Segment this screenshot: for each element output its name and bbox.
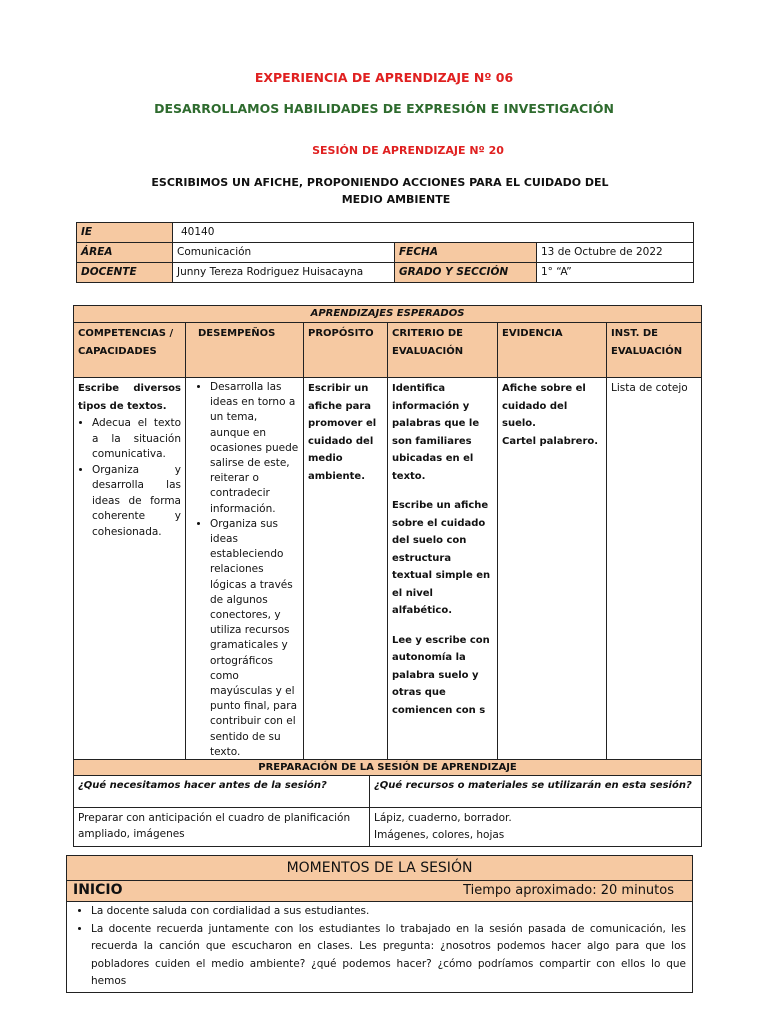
inicio-content <box>67 902 693 993</box>
recurso-item: Imágenes, colores, hojas <box>374 829 505 841</box>
area-label: ÁREA <box>77 243 173 263</box>
header-criterio: CRITERIO DE EVALUACIÓN <box>388 323 498 378</box>
ie-value: 40140 <box>173 223 694 243</box>
recurso-item: Lápiz, cuaderno, borrador. <box>374 812 512 824</box>
sesion-number: SESIÓN DE APRENDIZAJE Nº 20 <box>312 144 504 157</box>
momentos-title: MOMENTOS DE LA SESIÓN <box>67 856 693 881</box>
inicio-item: • La docente recuerda juntamente con los estudiantes lo trabajado en la sesión pasada de comunicación, les recuerda la canción que escucharon en clases. Les pregunta: ¿nosotros podemos hacer algo para que los pobladores cuiden el medio ambiente? ¿qué podemos hacer? ¿cómo podríamos compartir con ellos lo que hemos <box>91 921 686 991</box>
aprendizajes-title: APRENDIZAJES ESPERADOS <box>74 306 702 323</box>
preparacion-question-1: ¿Qué necesitamos hacer antes de la sesión? <box>74 776 370 808</box>
docente-value: Junny Tereza Rodriguez Huisacayna <box>173 263 395 283</box>
inicio-label: INICIO <box>73 882 123 898</box>
proposito-cell: Escribir un afiche para promover el cuidado del medio ambiente. <box>304 378 388 763</box>
desempenos-cell <box>186 378 304 763</box>
capacidad-item: • Organiza y desarrolla las ideas de forma coherente y cohesionada. <box>92 463 181 541</box>
desempeno-item: • Organiza sus ideas estableciendo relaciones lógicas a través de algunos conectores, y utiliza recursos gramaticales y ortográficos como mayúsculas y el punto final, para contribuir con el sentido de su texto. <box>210 517 299 760</box>
evidencia-item: Afiche sobre el cuidado del suelo. <box>502 383 586 429</box>
criterios-cell <box>388 378 498 763</box>
experiencia-title: EXPERIENCIA DE APRENDIZAJE Nº 06 <box>254 70 514 85</box>
aprendizajes-table <box>73 305 702 763</box>
header-competencias: COMPETENCIAS / CAPACIDADES <box>74 323 186 378</box>
ie-label: IE <box>77 223 173 243</box>
inicio-row <box>67 881 693 902</box>
fecha-value: 13 de Octubre de 2022 <box>537 243 694 263</box>
preparacion-answer-2 <box>370 808 702 847</box>
preparacion-answer-1: Preparar con anticipación el cuadro de planificación ampliado, imágenes <box>74 808 370 847</box>
capacidad-item: • Adecua el texto a la situación comunicativa. <box>92 416 181 463</box>
grado-value: 1° “A” <box>537 263 694 283</box>
competencias-cell <box>74 378 186 763</box>
competencia-title: Escribe diversos tipos de textos. <box>78 383 181 412</box>
instrumento-cell: Lista de cotejo <box>607 378 702 763</box>
fecha-label: FECHA <box>395 243 537 263</box>
evidencia-item: Cartel palabrero. <box>502 435 599 447</box>
header-instrumento: INST. DE EVALUACIÓN <box>607 323 702 378</box>
preparacion-table <box>73 759 702 847</box>
header-evidencia: EVIDENCIA <box>498 323 607 378</box>
area-value: Comunicación <box>173 243 395 263</box>
criterio-item: Escribe un afiche sobre el cuidado del suelo con estructura textual simple en el nivel alfabético. <box>392 500 491 616</box>
info-table <box>76 222 694 283</box>
criterio-item: Identifica información y palabras que le son familiares ubicadas en el texto. <box>392 383 480 482</box>
sesion-title-line2: MEDIO AMBIENTE <box>341 193 451 206</box>
experiencia-subtitle: DESARROLLAMOS HABILIDADES DE EXPRESIÓN E INVESTIGACIÓN <box>154 101 614 116</box>
inicio-item: • La docente saluda con cordialidad a sus estudiantes. <box>91 903 686 921</box>
sesion-title-line1: ESCRIBIMOS UN AFICHE, PROPONIENDO ACCIONES PARA EL CUIDADO DEL <box>151 176 609 189</box>
grado-label: GRADO Y SECCIÓN <box>395 263 537 283</box>
criterio-item: Lee y escribe con autonomía la palabra suelo y otras que comiencen con s <box>392 634 490 716</box>
preparacion-question-2: ¿Qué recursos o materiales se utilizarán en esta sesión? <box>370 776 702 808</box>
preparacion-title: PREPARACIÓN DE LA SESIÓN DE APRENDIZAJE <box>74 760 702 776</box>
tiempo-aproximado: Tiempo aproximado: 20 minutos <box>463 883 674 898</box>
momentos-table <box>66 855 693 993</box>
header-desempenos: DESEMPEÑOS <box>186 323 304 378</box>
docente-label: DOCENTE <box>77 263 173 283</box>
evidencia-cell <box>498 378 607 763</box>
header-proposito: PROPÓSITO <box>304 323 388 378</box>
desempeno-item: • Desarrolla las ideas en torno a un tema, aunque en ocasiones puede salirse de este, reiterar o contradecir información. <box>210 380 299 517</box>
